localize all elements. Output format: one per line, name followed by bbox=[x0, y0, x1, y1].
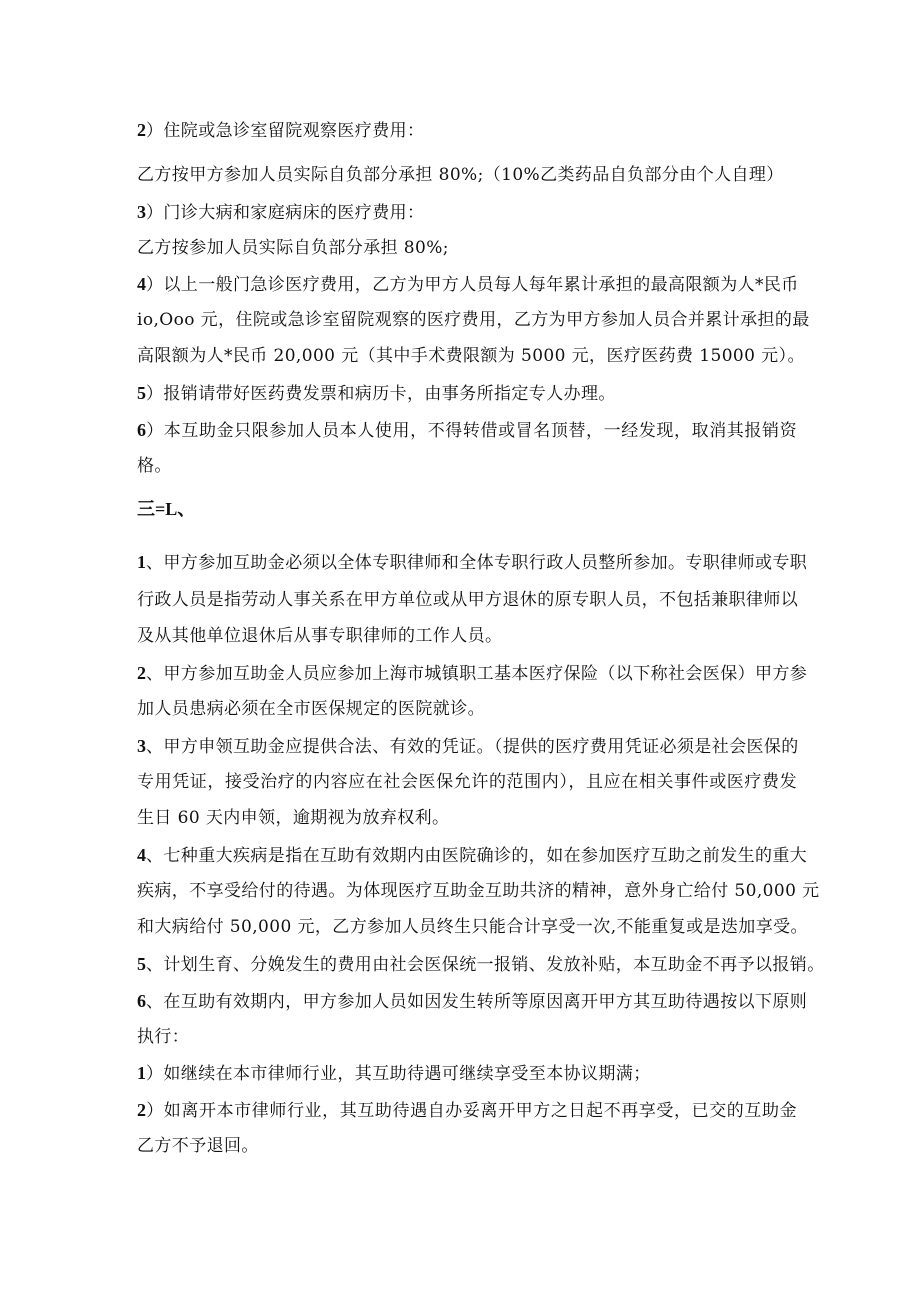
line-text: 行政人员是指劳动人事关系在甲方单位或从甲方退休的原专职人员，不包括兼职律师以 bbox=[137, 590, 799, 610]
item-number: 6 bbox=[137, 420, 146, 440]
line-text: 执行： bbox=[137, 1027, 190, 1047]
text-line bbox=[137, 273, 797, 296]
line-text: 、甲方参加互助金必须以全体专职律师和全体专职行政人员整所参加。专职律师或专职 bbox=[146, 553, 808, 573]
item-number: 4 bbox=[137, 845, 146, 865]
item-number: 1 bbox=[137, 552, 146, 572]
item-number: 2 bbox=[137, 663, 146, 683]
line-text: 、在互助有效期内，甲方参加人员如因发生转所等原因离开甲方其互助待遇按以下原则 bbox=[146, 992, 808, 1012]
item-number: 3 bbox=[137, 202, 146, 222]
line-text: 乙方不予退回。 bbox=[137, 1136, 259, 1156]
text-line bbox=[137, 455, 797, 477]
item-number: 1 bbox=[137, 1063, 146, 1083]
line-text: 和大病给付 50,000 元，乙方参加人员终生只能合计享受一次,不能重复或是迭加享受。 bbox=[137, 917, 808, 937]
item-number: 5 bbox=[137, 383, 146, 403]
line-text: 、甲方申领互助金应提供合法、有效的凭证。（提供的医疗费用凭证必须是社会医保的 bbox=[146, 737, 799, 757]
item-number: 3 bbox=[137, 736, 146, 756]
text-line bbox=[137, 164, 797, 186]
text-line bbox=[137, 1099, 797, 1122]
item-number: 2 bbox=[137, 120, 146, 140]
line-text: 、计划生育、分娩发生的费用由社会医保统一报销、发放补贴，本互助金不再予以报销。 bbox=[146, 955, 825, 975]
text-line bbox=[137, 382, 797, 405]
text-line bbox=[137, 953, 825, 976]
text-line bbox=[137, 698, 797, 720]
text-line bbox=[137, 625, 797, 647]
text-line bbox=[137, 880, 820, 902]
line-text: 乙方按甲方参加人员实际自负部分承担 80%;（10%乙类药品自负部分由个人自理） bbox=[137, 165, 784, 185]
text-line bbox=[137, 551, 808, 574]
section-heading bbox=[137, 498, 797, 521]
text-line bbox=[137, 1135, 797, 1157]
text-line bbox=[137, 201, 797, 224]
item-number: 2 bbox=[137, 1100, 146, 1120]
line-text: ）如继续在本市律师行业，其互助待遇可继续享受至本协议期满； bbox=[146, 1064, 651, 1084]
text-line bbox=[137, 844, 808, 867]
text-line bbox=[137, 807, 797, 829]
item-number: 6 bbox=[137, 991, 146, 1011]
text-line bbox=[137, 119, 797, 142]
text-line bbox=[137, 1062, 797, 1085]
line-text: io,Ooo 元，住院或急诊室留院观察的医疗费用，乙方为甲方参加人员合并累计承担的最 bbox=[137, 310, 810, 330]
line-text: 疾病，不享受给付的待遇。为体现医疗互助金互助共济的精神，意外身亡给付 50,000 元 bbox=[137, 881, 820, 901]
text-line bbox=[137, 309, 810, 331]
text-line bbox=[137, 771, 797, 793]
line-text: 格。 bbox=[137, 456, 172, 476]
item-number: 4 bbox=[137, 274, 146, 294]
text-line bbox=[137, 990, 808, 1013]
text-line bbox=[137, 662, 808, 685]
text-line bbox=[137, 237, 797, 259]
line-text: 乙方按参加人员实际自负部分承担 80%; bbox=[137, 238, 449, 258]
line-text: 、甲方参加互助金人员应参加上海市城镇职工基本医疗保险（以下称社会医保）甲方参 bbox=[146, 664, 808, 684]
item-number: 5 bbox=[137, 954, 146, 974]
line-text: 高限额为人*民币 20,000 元（其中手术费限额为 5000 元，医疗医药费 15000 元）。 bbox=[137, 346, 805, 366]
line-text: 、七种重大疾病是指在互助有效期内由医院确诊的，如在参加医疗互助之前发生的重大 bbox=[146, 846, 808, 866]
line-text: ）住院或急诊室留院观察医疗费用： bbox=[146, 121, 425, 141]
section-heading-text: 三=L、 bbox=[137, 499, 196, 519]
line-text: ）门诊大病和家庭病床的医疗费用： bbox=[146, 203, 425, 223]
line-text: 生日 60 天内申领，逾期视为放弃权利。 bbox=[137, 808, 450, 828]
text-line bbox=[137, 916, 808, 938]
text-line bbox=[137, 589, 797, 611]
line-text: ）本互助金只限参加人员本人使用，不得转借或冒名顶替，一经发现，取消其报销资 bbox=[146, 421, 797, 441]
line-text: 加人员患病必须在全市医保规定的医院就诊。 bbox=[137, 699, 485, 719]
line-text: 及从其他单位退休后从事专职律师的工作人员。 bbox=[137, 626, 503, 646]
text-line bbox=[137, 419, 797, 442]
line-text: ）如离开本市律师行业，其互助待遇自办妥离开甲方之日起不再享受，已交的互助金 bbox=[146, 1101, 797, 1121]
line-text: 专用凭证，接受治疗的内容应在社会医保允许的范围内），且应在相关事件或医疗费发 bbox=[137, 772, 797, 792]
line-text: ）报销请带好医药费发票和病历卡，由事务所指定专人办理。 bbox=[146, 384, 616, 404]
text-line bbox=[137, 345, 805, 367]
text-line bbox=[137, 1026, 797, 1048]
line-text: ）以上一般门急诊医疗费用，乙方为甲方人员每人每年累计承担的最高限额为人*民币 bbox=[146, 275, 799, 295]
text-line bbox=[137, 735, 797, 758]
